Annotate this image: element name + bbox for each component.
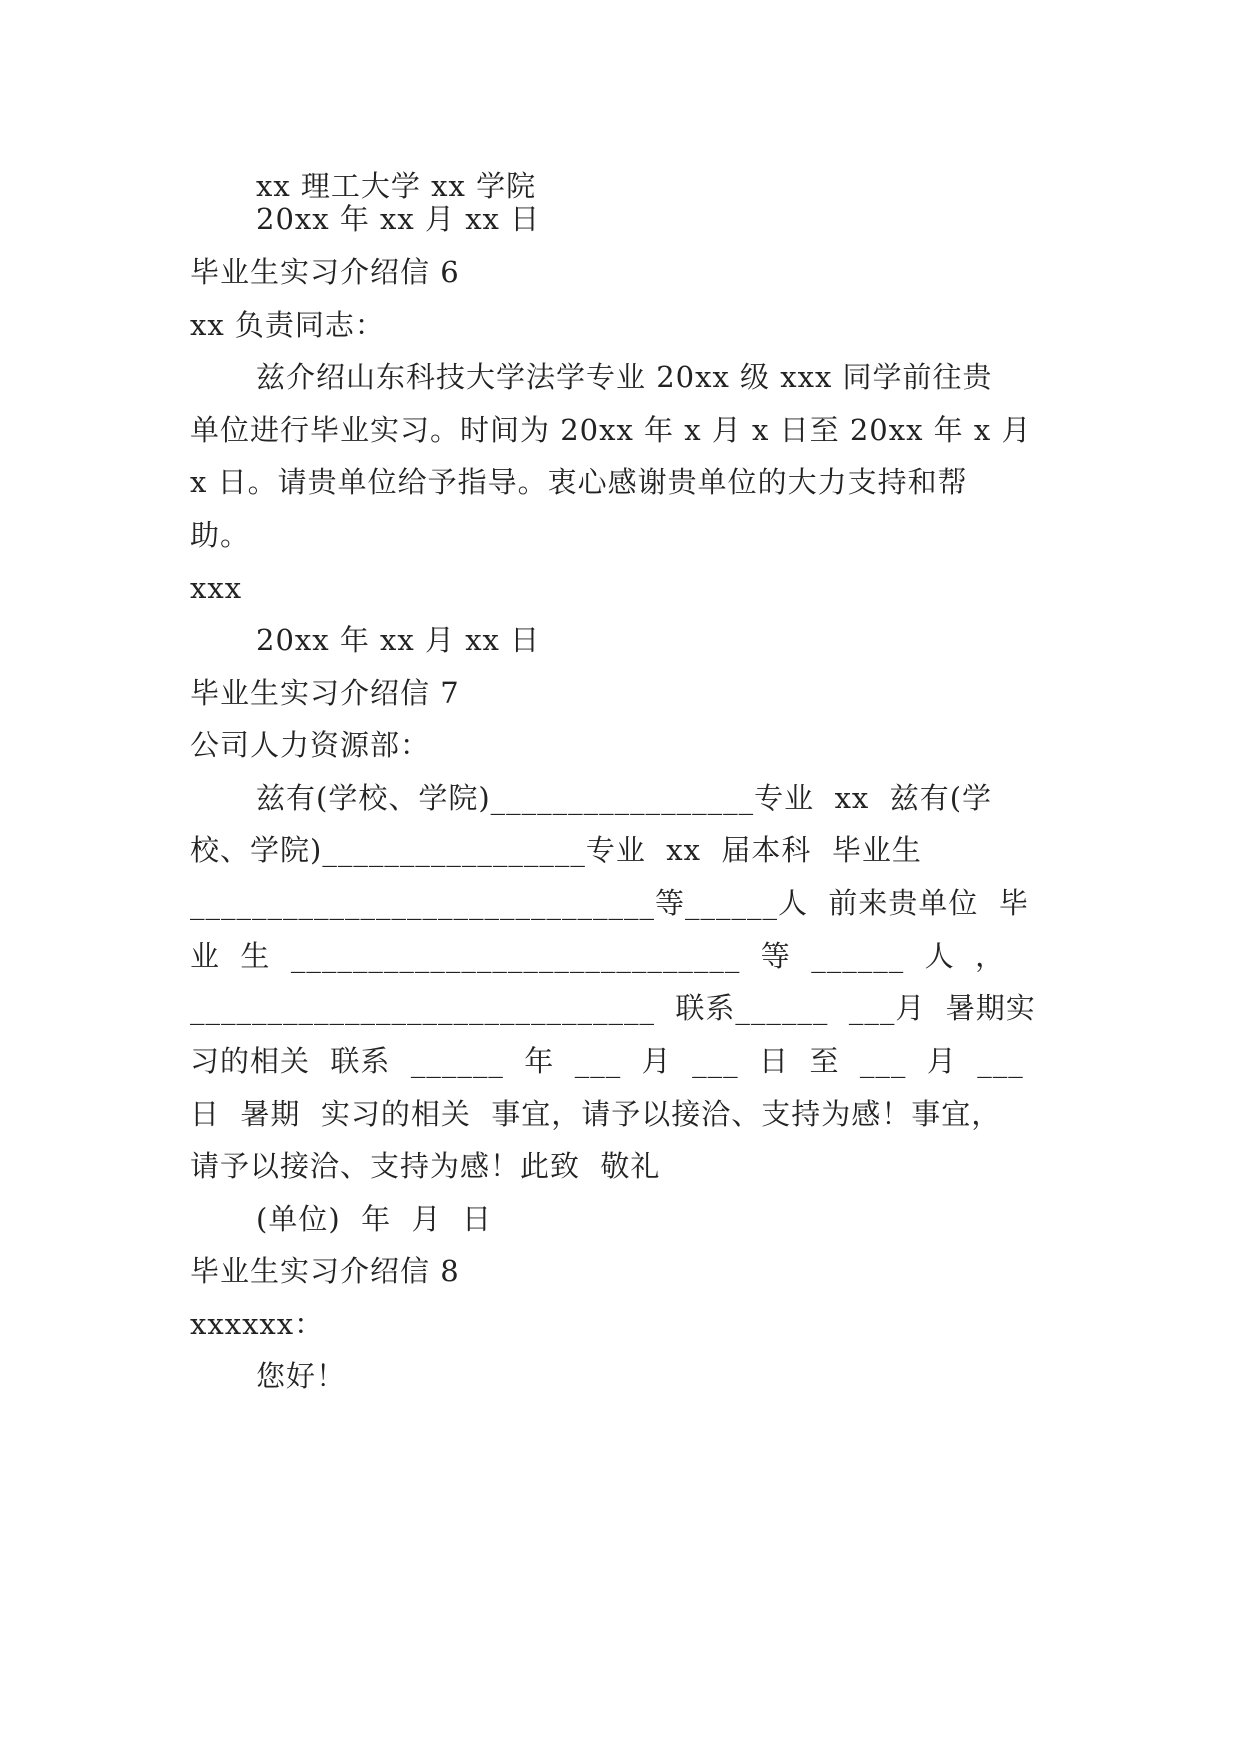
body-line: 兹有(学校、学院)_________________专业 xx 兹有(学 <box>256 781 993 815</box>
body-line: 习的相关 联系 ______ 年 ___ 月 ___ 日 至 ___ 月 ___ <box>190 1044 1024 1078</box>
body-line: ______________________________等______人 前来贵单位 毕 <box>190 886 1029 920</box>
body-line: 单位进行毕业实习。时间为 20xx 年 x 月 x 日至 20xx 年 x 月 <box>190 413 1032 447</box>
body-line: 业 生 _____________________________ 等 ______ 人 ， <box>190 939 1006 973</box>
body-line: 兹介绍山东科技大学法学专业 20xx 级 xxx 同学前往贵 <box>256 360 993 394</box>
sender-name: xxx <box>190 571 243 605</box>
letter-heading: 毕业生实习介绍信 7 <box>190 676 460 710</box>
body-line: x 日。请贵单位给予指导。衷心感谢贵单位的大力支持和帮 <box>190 465 968 499</box>
greeting: 您好！ <box>256 1359 347 1393</box>
body-line: ______________________________ 联系______ ___月 暑期实 <box>190 991 1036 1025</box>
body-line: 请予以接洽、支持为感！此致 敬礼 <box>190 1149 661 1183</box>
salutation: 公司人力资源部： <box>190 728 431 762</box>
school-signature: xx 理工大学 xx 学院 <box>256 169 537 203</box>
unit-signature: (单位) 年 月 日 <box>256 1202 492 1236</box>
body-line: 助。 <box>190 518 251 552</box>
letter-heading: 毕业生实习介绍信 8 <box>190 1254 460 1288</box>
letter-date: 20xx 年 xx 月 xx 日 <box>256 623 541 657</box>
body-line: 日 暑期 实习的相关 事宜，请予以接洽、支持为感！事宜， <box>190 1097 1002 1131</box>
salutation: xx 负责同志： <box>190 308 385 342</box>
letter-date: 20xx 年 xx 月 xx 日 <box>256 202 541 236</box>
body-line: 校、学院)_________________专业 xx 届本科 毕业生 <box>190 833 922 867</box>
letter-heading: 毕业生实习介绍信 6 <box>190 255 460 289</box>
salutation: xxxxxx： <box>190 1307 325 1341</box>
